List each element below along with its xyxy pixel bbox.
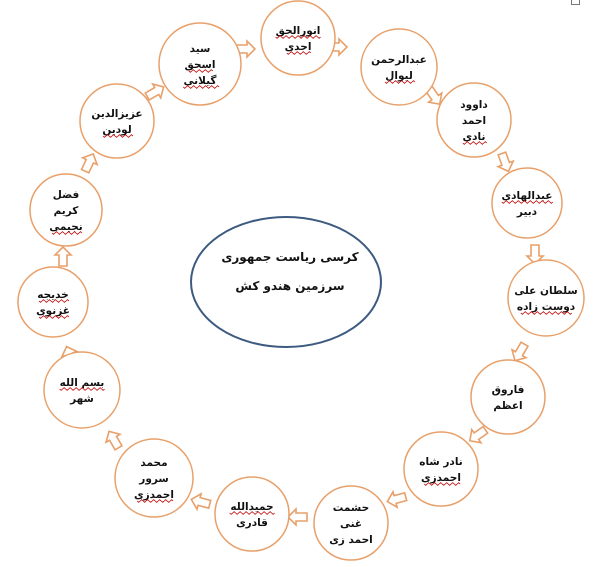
person-node [115, 439, 193, 517]
person-node-line: اسحق [184, 59, 216, 71]
person-node-line: خدیجه [37, 289, 69, 301]
person-node-line: عزیزالدین [91, 108, 143, 120]
person-node [44, 352, 120, 428]
person-node-line: سرور [139, 473, 169, 485]
person-node-line: احمدزی [421, 472, 461, 484]
person-node-line: فاروق [491, 384, 525, 396]
flow-arrow-icon [385, 489, 407, 509]
person-node [437, 83, 511, 157]
person-node-line: بسم الله [59, 377, 105, 389]
person-node-line: نجیمی [49, 221, 83, 233]
flow-arrow-icon [189, 492, 211, 512]
person-node-circle [80, 84, 154, 158]
person-node [508, 260, 584, 336]
person-node-line: انورالحق [275, 25, 321, 37]
person-node-line: حمیدالله [230, 501, 274, 513]
person-node-line: دوست زاده [516, 301, 576, 313]
person-node-line: گیلانی [183, 75, 217, 87]
person-node [80, 84, 154, 158]
person-node-line: احمدزی [134, 489, 174, 501]
person-node-line: غنی [339, 518, 363, 530]
person-node-circle [261, 1, 335, 75]
person-node-line: قادری [236, 517, 268, 529]
person-node [261, 1, 335, 75]
flow-arrow-icon [102, 427, 125, 451]
person-node-line: نادی [462, 131, 486, 143]
corner-marker [571, 0, 580, 5]
person-node-line: سید [189, 43, 211, 55]
person-node-line: عبدالهادی [501, 190, 553, 202]
person-node-line: سلطان علی [514, 285, 578, 297]
person-node-circle [508, 260, 584, 336]
person-node [159, 23, 241, 105]
person-node-circle [471, 360, 545, 434]
person-node-line: عبدالرحمن [371, 54, 427, 66]
person-node-line: لیوال [385, 70, 413, 82]
person-node-line: احدی [284, 41, 312, 53]
person-node [30, 174, 102, 246]
person-node-line: کریم [53, 205, 79, 217]
person-node-line: محمد [140, 457, 168, 469]
person-node [361, 29, 437, 105]
person-node-line: شهر [70, 393, 94, 405]
person-node-circle [404, 432, 478, 506]
person-node-line: احمد [461, 115, 487, 127]
person-node-circle [361, 29, 437, 105]
flow-arrow-icon [55, 247, 71, 266]
person-node-line: دبیر [516, 206, 538, 218]
person-node-line: لودین [102, 124, 132, 136]
person-node-circle [44, 352, 120, 428]
center-title-line2: سرزمین هندو کش [235, 279, 345, 293]
person-node [492, 168, 562, 238]
person-node-line: احمد زی [329, 534, 373, 546]
person-node-line: فضل [52, 189, 80, 201]
person-node [215, 477, 289, 551]
person-node-line: نادر شاه [419, 456, 463, 468]
person-node [18, 267, 88, 337]
person-node-line: غزنوی [36, 305, 70, 317]
person-node [404, 432, 478, 506]
person-node-line: حشمت [332, 502, 370, 514]
center-title-line1: کرسی ریاست جمهوری [221, 250, 359, 264]
person-node [314, 486, 388, 560]
person-node-line: داوود [460, 99, 488, 111]
flow-arrow-icon [78, 151, 101, 175]
flow-arrow-icon [288, 509, 307, 525]
person-node-line: اعظم [493, 400, 523, 412]
person-node [471, 360, 545, 434]
person-node-circle [215, 477, 289, 551]
